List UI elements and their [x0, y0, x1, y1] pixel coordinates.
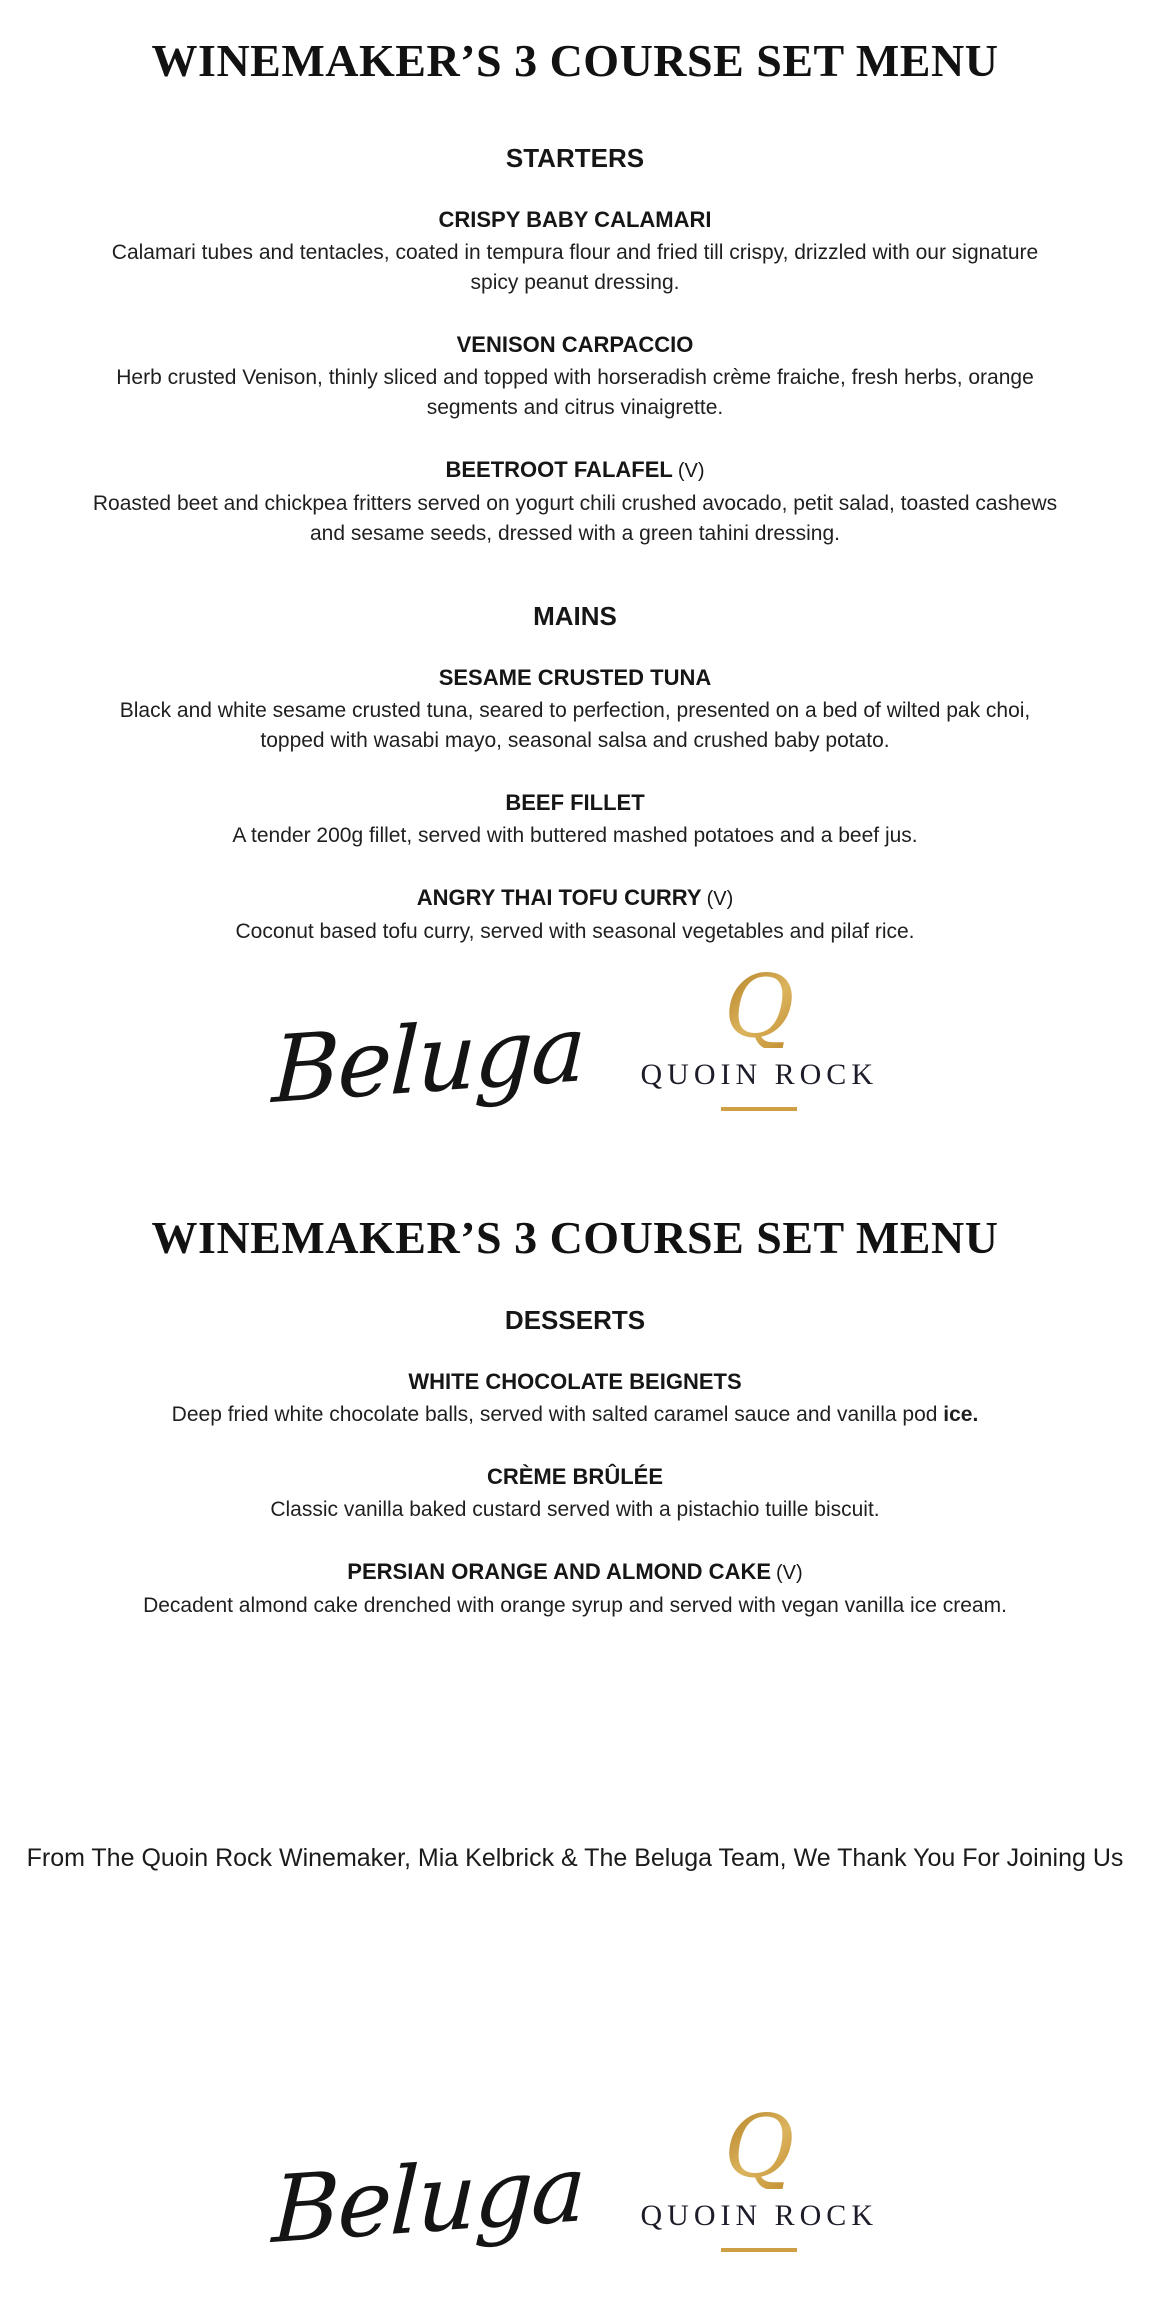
item-name-text: CRÈME BRÛLÉE — [486, 1464, 663, 1490]
menu-item — [0, 1464, 1150, 1525]
quoin-rock-wordmark: QUOIN ROCK — [640, 1058, 878, 1092]
item-description-text: Coconut based tofu curry, served with seasonal vegetables and pilaf rice. — [235, 919, 915, 943]
item-name-text: ANGRY THAI TOFU CURRY — [416, 884, 702, 910]
item-description — [93, 1400, 1058, 1430]
menu-item — [0, 790, 1150, 851]
thank-you-message: From The Quoin Rock Winemaker, Mia Kelbrick & The Beluga Team, We Thank You For Joining Us — [26, 1844, 1124, 1873]
item-description-bold: ice. — [943, 1403, 979, 1427]
menu-title-second: WINEMAKER’S 3 COURSE SET MENU — [151, 1211, 999, 1263]
item-description — [93, 917, 1058, 947]
item-description-text: Classic vanilla baked custard served with a pistachio tuille biscuit. — [270, 1498, 880, 1522]
quoin-rock-logo — [640, 2097, 878, 2252]
quoin-rock-wordmark: QUOIN ROCK — [640, 2198, 878, 2232]
brand-logo-row-bottom — [0, 2097, 1150, 2302]
item-description — [93, 489, 1058, 549]
item-description — [93, 821, 1058, 851]
item-description-text: Decadent almond cake drenched with orange syrup and served with vegan vanilla ice cream. — [143, 1594, 1007, 1618]
item-description-text: Herb crusted Venison, thinly sliced and topped with horseradish crème fraiche, fresh herbs, orange segments and citrus vinaigrette. — [116, 365, 1034, 419]
item-name — [0, 1369, 1150, 1395]
item-name — [0, 457, 1150, 484]
quoin-rock-underline — [721, 1107, 797, 1111]
item-name-text: CRISPY BABY CALAMARI — [438, 206, 712, 232]
item-name — [0, 885, 1150, 912]
item-name-text: BEETROOT FALAFEL — [445, 456, 673, 482]
item-name — [0, 790, 1150, 816]
vegetarian-tag: (V) — [706, 887, 734, 910]
menu-item — [0, 207, 1150, 298]
vegetarian-tag: (V) — [677, 459, 705, 482]
menu-item — [0, 1559, 1150, 1621]
item-description — [93, 1591, 1058, 1621]
menu-item — [0, 1369, 1150, 1430]
brand-logo-row — [0, 956, 1150, 1162]
quoin-rock-monogram-icon: Q — [723, 956, 795, 1057]
menu-item — [0, 665, 1150, 756]
item-description-text: Black and white sesame crusted tuna, seared to perfection, presented on a bed of wilted pak choi, topped with wasabi mayo, seasonal salsa and crushed baby potato. — [119, 698, 1031, 752]
item-name — [0, 1559, 1150, 1586]
quoin-rock-logo — [640, 956, 878, 1112]
menu-item — [0, 332, 1150, 423]
section-heading-mains: MAINS — [533, 600, 617, 631]
quoin-rock-underline — [721, 2248, 797, 2252]
item-description — [93, 363, 1058, 423]
item-name — [0, 665, 1150, 691]
item-name — [0, 207, 1150, 233]
item-description-text: Calamari tubes and tentacles, coated in tempura flour and fried till crispy, drizzled with our signature spicy peanut dressing. — [111, 240, 1039, 294]
item-name-text: WHITE CHOCOLATE BEIGNETS — [408, 1369, 742, 1395]
vegetarian-tag: (V) — [776, 1562, 803, 1585]
item-name-text: VENISON CARPACCIO — [456, 331, 694, 357]
item-description-text: A tender 200g fillet, served with buttered mashed potatoes and a beef jus. — [232, 823, 918, 847]
beluga-logo: Beluga — [270, 994, 586, 1124]
item-description — [93, 238, 1058, 298]
item-description-text: Deep fried white chocolate balls, served with salted caramel sauce and vanilla pod — [171, 1403, 944, 1427]
section-heading-starters: STARTERS — [505, 142, 645, 173]
item-name-text: SESAME CRUSTED TUNA — [438, 664, 712, 690]
item-name-text: BEEF FILLET — [505, 789, 645, 815]
menu-item — [0, 885, 1150, 947]
item-name-text: PERSIAN ORANGE AND ALMOND CAKE — [347, 1559, 772, 1585]
item-description-text: Roasted beet and chickpea fritters served on yogurt chili crushed avocado, petit salad, toasted cashews and sesame seeds, dressed with a green tahini dressing. — [92, 491, 1058, 545]
quoin-rock-monogram-icon: Q — [723, 2097, 795, 2198]
beluga-logo: Beluga — [270, 2135, 586, 2265]
item-name — [0, 1464, 1150, 1490]
item-description — [93, 696, 1058, 756]
section-heading-desserts: DESSERTS — [504, 1305, 646, 1336]
item-description — [93, 1495, 1058, 1525]
menu-title: WINEMAKER’S 3 COURSE SET MENU — [151, 35, 999, 86]
item-name — [0, 332, 1150, 358]
menu-item — [0, 457, 1150, 549]
